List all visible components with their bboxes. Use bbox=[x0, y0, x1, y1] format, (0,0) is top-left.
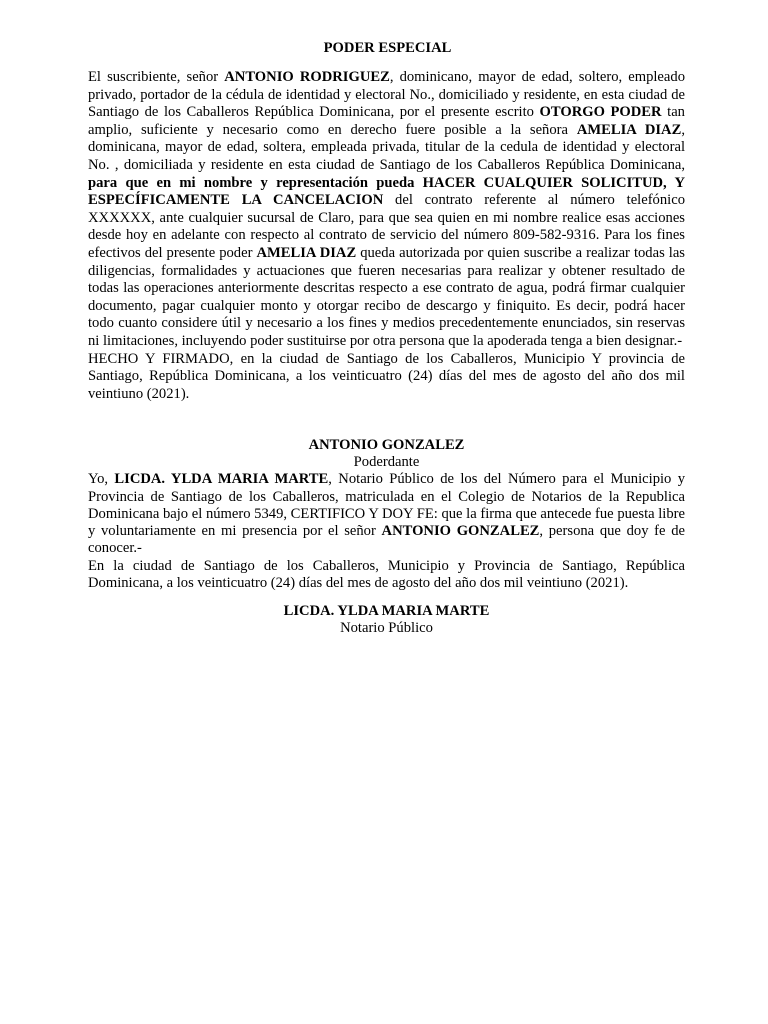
grant-phrase: OTORGO PODER bbox=[539, 104, 662, 121]
paragraph-text: del contrato referente al número telefónico XXXXXX, ante cualquier sucursal de Claro, para que sea quien en mi nombre realice esas acciones desde hoy en adelante con respecto al contrato de servicio del número 809-582-9316. Para los fines efectivos del presente poder bbox=[88, 192, 685, 261]
grantor-name: ANTONIO GONZALEZ bbox=[381, 523, 540, 540]
signing-paragraph: HECHO Y FIRMADO, en la ciudad de Santiago de los Caballeros, Municipio Y provincia de Santiago, República Dominicana, a los veinticuatro (24) días del mes de agosto del año dos mil veintiuno (2021). bbox=[88, 350, 685, 402]
attorney-name: AMELIA DIAZ bbox=[256, 244, 357, 261]
document-title: PODER ESPECIAL bbox=[323, 40, 452, 56]
paragraph-text: , Notario Público de los del Número para el Municipio y Provincia de Santiago de los Caballeros, matriculada en el Colegio de Notarios de la Republica Dominicana bajo el número 5349, CERTIFICO Y DOY FE: que la firma que antecede fue puesta libre y voluntariamente en mi presencia por el señor bbox=[88, 471, 686, 540]
grantor-signature-name: ANTONIO GONZALEZ bbox=[308, 437, 465, 454]
notary-certification-paragraph bbox=[88, 471, 685, 557]
grantor-name: ANTONIO RODRIGUEZ bbox=[224, 69, 390, 85]
paragraph-text: queda autorizada por quien suscribe a realizar todas las diligencias, formalidades y actuaciones que fueren necesarias para realizar y obtener resultado de todas las operaciones anteriormente descritas respecto a ese contrato de agua, podrá firmar cualquier documento, pagar cualquier monto y otorgar recibo de descargo y finiquito. Es decir, podrá hacer todo cuanto considere útil y necesario a los fines y medios precedentemente enunciados, sin reservas ni limitaciones, incluyendo poder sustituirse por otra persona que la apoderada tenga a bien designar.- bbox=[88, 244, 685, 349]
notary-signature-name: LICDA. YLDA MARIA MARTE bbox=[283, 603, 490, 620]
paragraph-text: , persona que doy fe de conocer.- bbox=[88, 523, 685, 557]
power-scope: para que en mi nombre y representación pueda HACER CUALQUIER SOLICITUD, Y ESPECÍFICAMENTE LA CANCELACION bbox=[88, 174, 685, 209]
paragraph-text: , dominicana, mayor de edad, soltera, empleada privada, titular de la cedula de identidad y electoral No. , domiciliada y residente en esta ciudad de Santiago de los Caballeros República Dominicana, bbox=[88, 121, 685, 173]
paragraph-text: , dominicano, mayor de edad, soltero, empleado privado, portador de la cédula de identidad y electoral No., domiciliado y residente, en esta ciudad de Santiago de los Caballeros República Dominicana, por el presente escrito bbox=[88, 69, 685, 121]
paragraph-text: tan amplio, suficiente y necesario como en derecho fuere posible a la señora bbox=[88, 104, 685, 138]
notary-date-paragraph: En la ciudad de Santiago de los Caballeros, Municipio y Provincia de Santiago, República Dominicana, a los veinticuatro (24) días del mes de agosto del año dos mil veintiuno (2021). bbox=[88, 557, 685, 592]
paragraph-text: El suscribiente, señor bbox=[88, 69, 225, 85]
document-page bbox=[88, 40, 685, 637]
power-grant-paragraph bbox=[88, 69, 685, 351]
attorney-name: AMELIA DIAZ bbox=[576, 121, 682, 138]
grantor-signature-role: Poderdante bbox=[353, 454, 420, 471]
paragraph-text: Yo, bbox=[88, 471, 115, 488]
notary-name: LICDA. YLDA MARIA MARTE bbox=[114, 471, 329, 488]
notary-signature-role: Notario Público bbox=[340, 620, 433, 637]
